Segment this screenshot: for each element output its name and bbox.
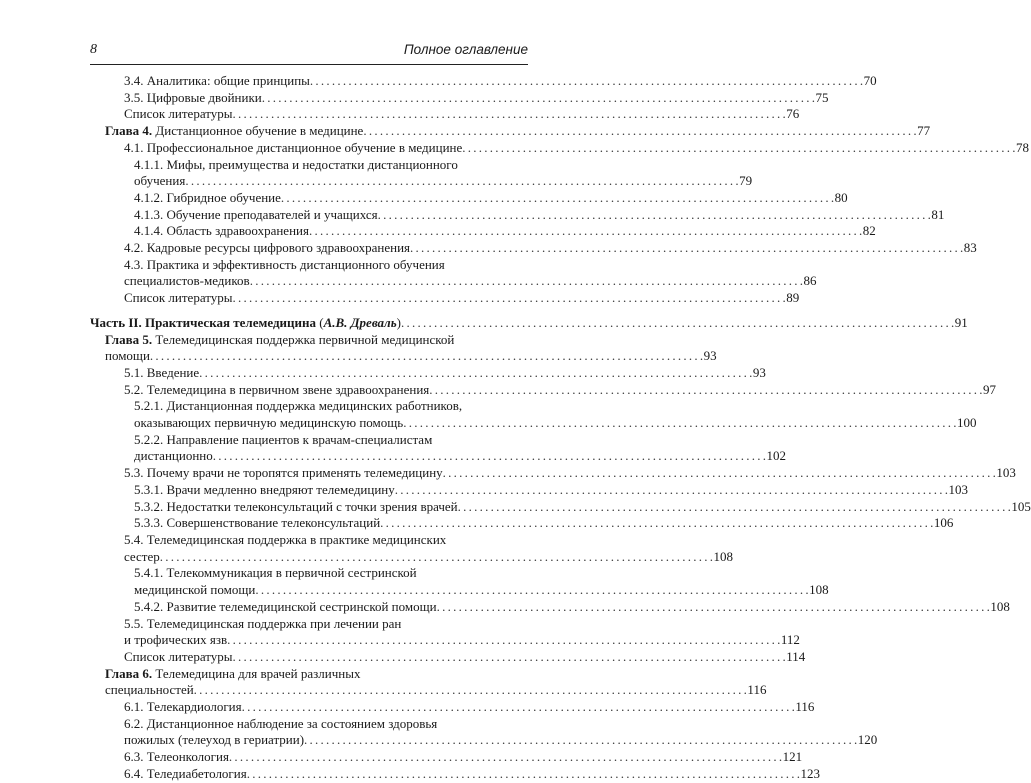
- entry-title: 5.2.1. Дистанционная поддержка медицинских работников,: [134, 398, 463, 414]
- entry-title: 6.1. Телекардиология: [124, 699, 242, 715]
- toc-entry[interactable]: [90, 749, 803, 766]
- entry-title: 5.3.2. Недостатки телеконсультаций с точки зрения врачей: [134, 498, 458, 514]
- entry-prefix: Глава 6.: [105, 665, 153, 681]
- running-header: [90, 42, 528, 62]
- dot-leader: [437, 599, 990, 616]
- entry-page-number: 100: [956, 415, 977, 431]
- toc-entry[interactable]: [90, 290, 800, 307]
- dot-leader: [462, 140, 1015, 157]
- dot-leader: [247, 766, 800, 783]
- entry-page-number: 93: [703, 348, 717, 364]
- entry-page-number: 123: [800, 765, 820, 781]
- dot-leader: [281, 190, 834, 207]
- entry-page-number: 82: [862, 223, 876, 239]
- entry-page-number: 116: [747, 682, 767, 698]
- entry-page-number: 114: [786, 648, 806, 664]
- dot-leader: [229, 749, 782, 766]
- entry-page-number: 102: [766, 448, 786, 464]
- toc-entry[interactable]: [90, 364, 766, 382]
- dot-leader: [443, 465, 996, 482]
- entry-title-cont: специальностей: [105, 682, 194, 698]
- toc-entry[interactable]: [90, 89, 829, 107]
- entry-page-number: 83: [963, 240, 977, 256]
- toc-entry[interactable]: [90, 73, 877, 90]
- dot-leader: [227, 632, 780, 649]
- entry-title: Телемедицина для врачей различных: [155, 665, 361, 681]
- toc-entry[interactable]: [90, 498, 1031, 516]
- entry-page-number: 91: [954, 314, 968, 330]
- toc-entry[interactable]: [90, 465, 1016, 482]
- toc-entry[interactable]: [90, 565, 829, 598]
- entry-title: Дистанционное обучение в медицине: [155, 123, 364, 139]
- entry-title: 5.4.2. Развитие телемедицинской сестринской помощи: [134, 598, 437, 614]
- toc-chapter-entry[interactable]: [90, 123, 931, 140]
- entry-title-cont: специалистов-медиков: [124, 273, 250, 289]
- entry-title: 5.3.1. Врачи медленно внедряют телемедицину: [134, 481, 395, 497]
- toc-chapter-entry[interactable]: [90, 331, 717, 365]
- entry-page-number: 108: [990, 598, 1010, 614]
- dot-leader: [262, 90, 815, 107]
- dot-leader: [309, 223, 862, 240]
- toc-entry[interactable]: [90, 481, 969, 499]
- entry-title: Список литературы: [124, 290, 233, 306]
- dot-leader: [233, 649, 786, 666]
- entry-title-cont: сестер: [124, 548, 160, 564]
- dot-leader: [194, 682, 747, 699]
- entry-prefix: Часть II.: [90, 314, 142, 330]
- toc-chapter-entry[interactable]: Часть II. Практическая телемедицина (А.В. Древаль) . . . 91: [90, 315, 528, 332]
- dot-leader: [458, 499, 1011, 516]
- entry-page-number: 78: [1016, 139, 1029, 155]
- dot-leader: [199, 365, 752, 382]
- toc-entry[interactable]: [90, 189, 848, 207]
- entry-title: Телемедицинская поддержка первичной медицинской: [155, 331, 455, 347]
- entry-page-number: 120: [857, 732, 878, 748]
- table-of-contents: [90, 73, 1031, 783]
- entry-title: 4.1. Профессиональное дистанционное обучение в медицине: [124, 139, 463, 155]
- entry-title-cont: медицинской помощи: [134, 582, 256, 598]
- entry-title: Список литературы: [124, 648, 233, 664]
- entry-title: 5.1. Введение: [124, 364, 200, 380]
- page-number: 8: [90, 42, 97, 57]
- dot-leader: [310, 73, 863, 90]
- entry-prefix: Глава 4.: [105, 123, 153, 139]
- toc-entry[interactable]: [90, 515, 954, 532]
- dot-leader: [395, 482, 948, 499]
- entry-title: 5.2.2. Направление пациентов к врачам-специалистам: [134, 431, 433, 447]
- dot-leader: [233, 290, 786, 307]
- dot-leader: [160, 549, 713, 566]
- toc-entry[interactable]: [90, 715, 878, 749]
- entry-page-number: 70: [863, 73, 877, 88]
- entry-title: 4.1.1. Мифы, преимущества и недостатки дистанционного: [134, 156, 458, 172]
- entry-title: 6.4. Теледиабетология: [124, 765, 247, 781]
- entry-title: 4.1.4. Область здравоохранения: [134, 223, 309, 239]
- entry-title-cont: и трофических язв: [124, 632, 228, 648]
- dot-leader: [233, 106, 786, 123]
- entry-page-number: 112: [780, 632, 800, 648]
- entry-title: 5.2. Телемедицина в первичном звене здравоохранения: [124, 381, 430, 397]
- entry-page-number: 89: [786, 290, 800, 306]
- dot-leader: [304, 732, 857, 749]
- entry-title: 4.1.3. Обучение преподавателей и учащихся: [134, 206, 378, 222]
- entry-title: 4.2. Кадровые ресурсы цифрового здравоохранения: [124, 240, 411, 256]
- dot-leader: [410, 240, 963, 257]
- entry-title: Практическая телемедицина: [144, 314, 316, 330]
- dot-leader: [403, 415, 956, 432]
- part-gap: [90, 307, 528, 315]
- entry-title-cont: помощи: [105, 348, 150, 364]
- entry-page-number: 106: [933, 515, 954, 531]
- toc-entry[interactable]: [90, 398, 977, 431]
- entry-page-number: 79: [739, 173, 753, 189]
- toc-entry[interactable]: [90, 223, 876, 240]
- entry-title: 3.5. Цифровые двойники: [124, 89, 262, 105]
- dot-leader: [401, 315, 954, 332]
- dot-leader: [242, 699, 795, 716]
- entry-page-number: 75: [815, 89, 829, 105]
- entry-page-number: 103: [948, 481, 969, 497]
- toc-entry[interactable]: [90, 431, 786, 465]
- toc-entry[interactable]: [90, 206, 945, 224]
- dot-leader: [429, 382, 982, 399]
- entry-page-number: 80: [834, 189, 848, 205]
- entry-page-number: 116: [795, 699, 815, 715]
- toc-entry[interactable]: [90, 106, 800, 123]
- entry-author: А.В. Древаль: [323, 314, 397, 330]
- toc-entry[interactable]: [90, 598, 1010, 616]
- toc-chapter-entry[interactable]: [90, 665, 767, 699]
- dot-leader: [380, 515, 933, 532]
- entry-title-cont: пожилых (телеуход в гериатрии): [124, 732, 305, 748]
- dot-leader: [213, 448, 766, 465]
- entry-title: Список литературы: [124, 106, 233, 122]
- entry-title: 5.3.3. Совершенствование телеконсультаций: [134, 515, 381, 531]
- toc-entry[interactable]: [90, 240, 977, 257]
- entry-page-number: 77: [917, 123, 931, 139]
- header-rule: [90, 64, 528, 65]
- entry-title: 4.1.2. Гибридное обучение: [134, 189, 281, 205]
- entry-page-number: 105: [1011, 498, 1031, 514]
- entry-title: 5.4. Телемедицинская поддержка в практике медицинских: [124, 531, 447, 547]
- toc-entry[interactable]: [90, 648, 806, 666]
- dot-leader: [255, 582, 808, 599]
- entry-page-number: 81: [931, 206, 945, 222]
- toc-entry[interactable]: [90, 139, 1029, 157]
- entry-title-cont: обучения: [134, 173, 186, 189]
- entry-title-cont: дистанционно: [134, 448, 213, 464]
- entry-title: 5.3. Почему врачи не торопятся применять телемедицину: [124, 465, 443, 481]
- entry-title: 6.3. Телеонкология: [124, 749, 229, 765]
- entry-title: 6.2. Дистанционное наблюдение за состоянием здоровья: [124, 715, 438, 731]
- entry-title: 4.3. Практика и эффективность дистанционного обучения: [124, 256, 445, 272]
- toc-entry[interactable]: [90, 381, 997, 399]
- dot-leader: [378, 207, 931, 224]
- dot-leader: [185, 173, 738, 190]
- toc-entry[interactable]: [90, 531, 733, 565]
- toc-entry[interactable]: [90, 256, 817, 290]
- entry-prefix: Глава 5.: [105, 331, 153, 347]
- entry-page-number: 86: [803, 273, 817, 289]
- entry-page-number: 121: [782, 749, 803, 765]
- entry-page-number: 76: [786, 106, 800, 122]
- dot-leader: [150, 348, 703, 365]
- toc-entry[interactable]: [90, 615, 800, 649]
- entry-page-number: 103: [996, 465, 1016, 481]
- entry-page-number: 93: [752, 364, 766, 380]
- dot-leader: [250, 273, 803, 290]
- toc-entry[interactable]: [90, 156, 753, 190]
- entry-page-number: 97: [983, 381, 997, 397]
- running-title: Полное оглавление: [403, 42, 528, 57]
- dot-leader: [363, 123, 916, 140]
- toc-entry[interactable]: [90, 699, 815, 716]
- entry-title: 5.4.1. Телекоммуникация в первичной сестринской: [134, 565, 417, 581]
- entry-title: 3.4. Аналитика: общие принципы: [124, 73, 310, 88]
- toc-entry[interactable]: [90, 765, 820, 783]
- entry-title-cont: оказывающих первичную медицинскую помощь: [134, 415, 404, 431]
- entry-page-number: 108: [713, 548, 733, 564]
- entry-page-number: 108: [809, 582, 829, 598]
- entry-title: 5.5. Телемедицинская поддержка при лечении ран: [124, 615, 402, 631]
